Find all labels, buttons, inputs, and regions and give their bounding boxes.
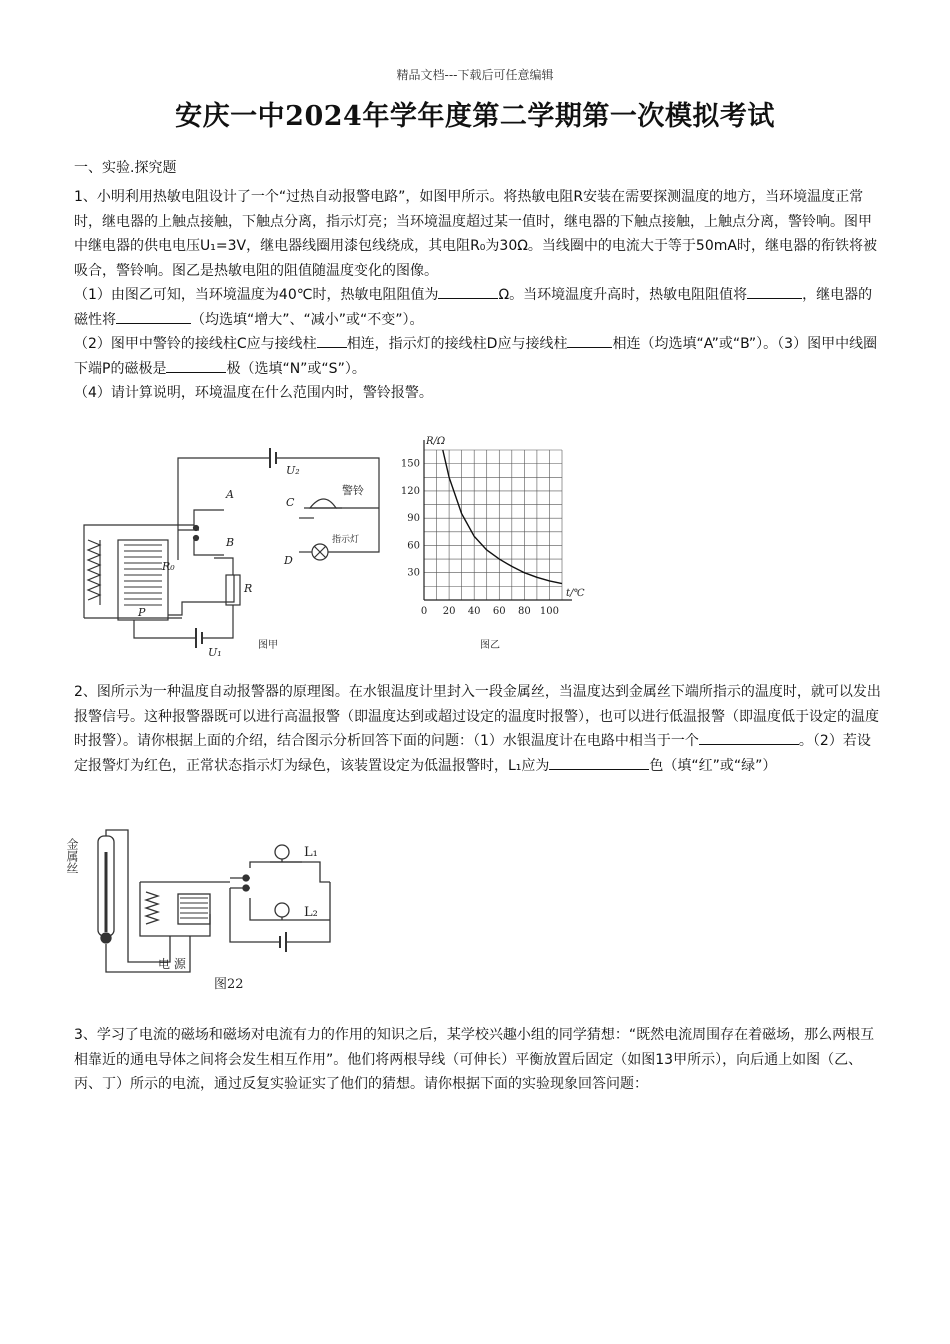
question-3 (74, 1023, 884, 1097)
caption-yi: 图乙 (480, 640, 500, 651)
question-2 (74, 680, 884, 778)
q1-part1: （1）由图乙可知，当环境温度为40℃时，热敏电阻阻值为 Ω。当环境温度升高时，热敏电阻阻值将 ，继电器的磁性将 （均选填“增大”、“减小”或“不变”）。 (74, 283, 884, 332)
x-tick-label: 20 (442, 606, 456, 617)
q1-part2: （2）图甲中警铃的接线柱C应与接线柱 相连，指示灯的接线柱D应与接线柱 相连（均选填“A”或“B”）。（3）图甲中线圈下端P的磁极是 极（选填“N”或“S”）。 (74, 332, 884, 381)
alarm-circuit (98, 830, 330, 972)
label-l1: L₁ (304, 845, 318, 860)
label-lamp: 指示灯 (332, 535, 360, 545)
q3-text: 3、学习了电流的磁场和磁场对电流有力的作用的知识之后，某学校兴趣小组的同学猜想：“既然电流周围存在着磁场，那么两根互相靠近的通电导体之间将会发生相互作用”。他们将两根导线（可伸长）平衡放置后固定（如图13甲所示），向后通上如图（乙、丙、丁）所示的电流，通过反复实验证实了他们的猜想。请你根据下面的实验现象回答问题： (74, 1027, 875, 1092)
x-tick-label: 100 (539, 606, 560, 617)
figure-1-svg (74, 430, 614, 660)
answer-blank[interactable] (317, 333, 347, 348)
figure-1 (74, 430, 614, 660)
caption-jia: 图甲 (258, 640, 278, 651)
figure-2 (65, 822, 360, 994)
x-tick-label: 0 (420, 606, 428, 617)
label-power: 电 源 (158, 957, 186, 971)
chart-yi (401, 436, 585, 617)
y-tick-label: 150 (400, 458, 420, 470)
figure-2-svg (65, 822, 360, 994)
y-tick-label: 60 (407, 540, 420, 552)
label-b: B (226, 536, 235, 549)
answer-blank[interactable] (116, 309, 191, 324)
page-title: 安庆一中2024年学年度第二学期第一次模拟考试 (175, 101, 775, 132)
label-u2: U₂ (286, 464, 300, 477)
label-p: P (138, 606, 146, 619)
metal-wire-text: 金属丝 (65, 838, 79, 874)
label-l2: L₂ (304, 905, 318, 920)
section-heading: 一、实验.探究题 (74, 160, 177, 176)
series-line-rt (443, 450, 562, 584)
label-bell: 警铃 (342, 484, 364, 497)
metal-wire-label (65, 837, 79, 874)
answer-blank[interactable] (166, 358, 226, 373)
q1-intro: 1、小明利用热敏电阻设计了一个“过热自动报警电路”，如图甲所示。将热敏电阻R安装在需要探测温度的地方，当环境温度正常时，继电器的上触点接触，下触点分离，指示灯亮；当环境温度超过某一值时，继电器的下触点接触，上触点分离，警铃响。图甲中继电器的供电电压U₁=3V，继电器线圈用漆包线绕成，其电阻R₀为30Ω。当线圈中的电流大于等于50mA时，继电器的衔铁将被吸合，警铃响。图乙是热敏电阻的阻值随温度变化的图像。 (74, 189, 877, 279)
label-u1: U₁ (208, 646, 222, 659)
y-axis-label: R/Ω (426, 436, 446, 447)
q2-text: 2、图所示为一种温度自动报警器的原理图。在水银温度计里封入一段金属丝，当温度达到金属丝下端所指示的温度时，就可以发出报警信号。这种报警器既可以进行高温报警（即温度达到或超过设定的温度时报警），也可以进行低温报警（即温度低于设定的温度时报警）。请你根据上面的介绍，结合图示分析回答下面的问题：（1）水银温度计在电路中相当于一个 。（2）若设定报警灯为红色，正常状态指示灯为绿色，该装置设定为低温报警时，L₁应为 色（填“红”或“绿”） (74, 684, 881, 774)
label-d: D (284, 554, 293, 567)
x-tick-label: 60 (492, 606, 506, 617)
y-tick-label: 90 (407, 513, 420, 525)
answer-blank[interactable] (747, 284, 802, 299)
answer-blank[interactable] (438, 284, 498, 299)
x-tick-label: 80 (517, 606, 531, 617)
x-tick-label: 40 (467, 606, 481, 617)
q1-part4: （4）请计算说明，环境温度在什么范围内时，警铃报警。 (74, 385, 433, 401)
question-1 (74, 185, 884, 406)
label-r: R (244, 582, 253, 595)
x-axis-label: t/℃ (566, 588, 585, 599)
label-c: C (286, 496, 295, 509)
label-r0: R₀ (162, 560, 175, 573)
label-a: A (226, 488, 234, 501)
answer-blank[interactable] (699, 730, 799, 745)
y-tick-label: 30 (407, 567, 420, 579)
watermark: 精品文档---下载后可任意编辑 (396, 68, 554, 82)
answer-blank[interactable] (567, 333, 612, 348)
answer-blank[interactable] (549, 755, 649, 770)
circuit-labels (137, 464, 364, 659)
caption-fig22: 图22 (214, 977, 244, 992)
y-tick-label: 120 (400, 485, 420, 497)
